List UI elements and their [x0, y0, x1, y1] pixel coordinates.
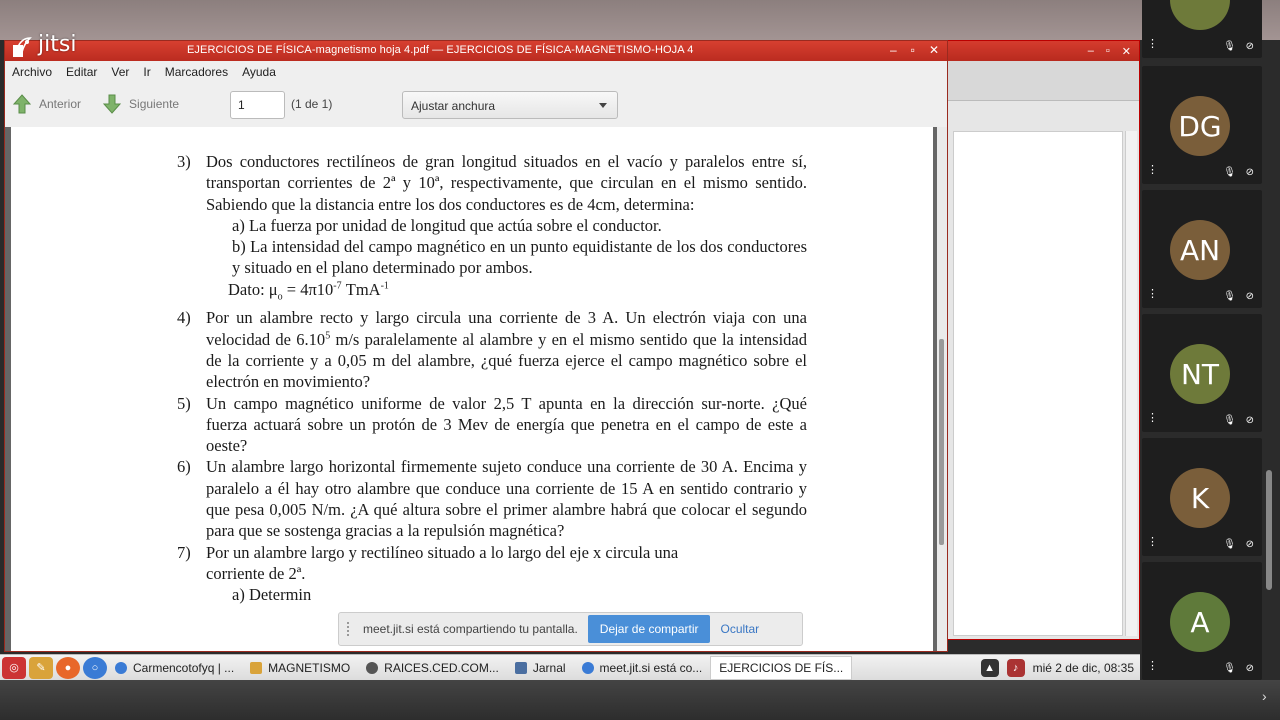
zoom-select[interactable] — [402, 91, 618, 119]
taskbar-item-label: Jarnal — [532, 660, 566, 675]
taskbar-item-label: meet.jit.si está co... — [599, 660, 703, 675]
window-title: EJERCICIOS DE FÍSICA-magnetismo hoja 4.pdf — EJERCICIOS DE FÍSICA-MAGNETISMO-HOJA 4 — [187, 44, 694, 56]
previous-page-label: Anterior — [39, 97, 82, 111]
jitsi-logo-text: jitsi — [38, 32, 77, 57]
exercise-text: Por un alambre recto y largo circula una corriente de 3 A. Un electrón viaja con una velocidad de 6.10 — [206, 308, 807, 349]
camera-off-icon: ⊘ — [1245, 663, 1254, 674]
dato-subscript: o — [277, 291, 283, 303]
participant-tile[interactable] — [1142, 190, 1262, 308]
chevron-right-icon[interactable]: › — [1262, 688, 1267, 704]
maximize-icon[interactable]: ▫ — [910, 43, 915, 57]
participant-tile[interactable] — [1142, 0, 1262, 58]
exercise-text: Un alambre largo horizontal firmemente sujeto conduce una corriente de 30 A. Encima y paralelo a él hay otro alambre que conduce una corriente de 15 A en sentido contrario y que pesa 0,005 N/m. ¿A qué altura sobre el primer alambre habrá que colocar el segundo para que se sostenga gracias a la repulsión magnética? — [206, 457, 807, 541]
jitsi-logo-icon — [12, 34, 34, 56]
mic-muted-icon: 🎙 — [1223, 415, 1236, 426]
exercise-number: 6) — [177, 457, 191, 477]
taskbar-item-label: MAGNETISMO — [268, 660, 351, 675]
camera-off-icon: ⊘ — [1245, 539, 1254, 550]
exercise-6 — [177, 456, 807, 541]
jitsi-logo — [12, 32, 76, 57]
mic-muted-icon: 🎙 — [1223, 663, 1236, 674]
background-window-page — [953, 131, 1123, 636]
scrollbar-thumb[interactable] — [939, 339, 944, 545]
notes-launcher-icon[interactable]: ✎ — [29, 657, 53, 679]
tray-icon[interactable]: ▲ — [981, 659, 999, 677]
exercise-number: 7) — [177, 542, 191, 562]
drag-handle-icon[interactable] — [347, 622, 353, 636]
app-launcher-icon[interactable]: ◎ — [2, 657, 26, 679]
avatar: A — [1170, 592, 1230, 652]
dato-unit-exponent: -1 — [380, 280, 389, 292]
minimize-icon[interactable]: ‒ — [889, 43, 897, 57]
close-icon[interactable]: ✕ — [928, 43, 939, 57]
menu-ir[interactable]: Ir — [143, 65, 151, 79]
taskbar-item-active[interactable] — [710, 656, 852, 680]
chevron-down-icon — [599, 103, 607, 108]
exercise-3 — [177, 151, 807, 215]
dato-exponent: -7 — [333, 280, 342, 292]
next-page-label: Siguiente — [129, 97, 180, 111]
exercise-4 — [177, 307, 807, 392]
close-icon[interactable]: ✕ — [1121, 45, 1131, 58]
more-options-icon[interactable]: ⋮ — [1147, 536, 1158, 548]
exercise-text-continued: m/s paralelamente al alambre y en el mismo sentido que la intensidad de la corriente y a 0,05 m del alambre, ¿qué fuerza ejerce el campo magnético sobre el electrón en movimiento? — [206, 329, 807, 392]
exercise-text: Dos conductores rectilíneos de gran longitud situados en el vacío y paralelos entre sí, transportan corrientes de 2ª y 10ª, respectivamente, que circulan en el mismo sentido. Sabiendo que la distancia entre los dos conductores es de 4cm, determina: — [206, 152, 807, 214]
taskbar-item[interactable] — [358, 656, 507, 680]
volume-icon[interactable]: ♪ — [1007, 659, 1025, 677]
exercise-7 — [177, 542, 737, 585]
hide-button[interactable]: Ocultar — [720, 622, 760, 636]
browser-icon — [115, 662, 127, 674]
arrow-up-icon — [13, 94, 31, 114]
more-options-icon[interactable]: ⋮ — [1147, 412, 1158, 424]
pdf-viewer-window — [4, 40, 948, 652]
participant-tile[interactable] — [1142, 562, 1262, 680]
window-titlebar[interactable] — [5, 41, 947, 61]
camera-off-icon: ⊘ — [1245, 291, 1254, 302]
camera-off-icon: ⊘ — [1245, 41, 1254, 52]
firefox-icon[interactable]: ● — [56, 657, 80, 679]
menu-editar[interactable]: Editar — [66, 65, 98, 79]
previous-page-button[interactable] — [13, 90, 81, 118]
avatar: K — [1170, 468, 1230, 528]
vertical-scrollbar[interactable] — [937, 127, 947, 651]
participant-tile[interactable] — [1142, 66, 1262, 184]
background-window[interactable] — [946, 40, 1140, 640]
jarnal-icon — [515, 662, 527, 674]
zoom-select-value: Ajustar anchura — [411, 99, 496, 113]
screen-share-notification — [338, 612, 803, 646]
taskbar-item[interactable] — [574, 656, 711, 680]
minimize-icon[interactable]: ‒ — [1087, 45, 1094, 57]
avatar: NT — [1170, 344, 1230, 404]
dato-value: = 4π10 — [282, 279, 334, 299]
system-tray — [981, 659, 1140, 677]
taskbar — [0, 654, 1140, 680]
exercise-3-part-a: a) La fuerza por unidad de longitud que actúa sobre el conductor. — [232, 215, 662, 235]
menu-marcadores[interactable]: Marcadores — [164, 65, 229, 79]
page-count: (1 de 1) — [291, 97, 333, 111]
background-window-titlebar — [947, 41, 1139, 61]
camera-off-icon: ⊘ — [1245, 167, 1254, 178]
next-page-button[interactable] — [103, 90, 179, 118]
menu-ver[interactable]: Ver — [111, 65, 130, 79]
exercise-number: 5) — [177, 393, 191, 413]
more-options-icon[interactable]: ⋮ — [1147, 38, 1158, 50]
exercise-3-dato — [177, 279, 807, 308]
avatar — [1170, 0, 1230, 30]
avatar: AN — [1170, 220, 1230, 280]
mic-muted-icon: 🎙 — [1223, 41, 1236, 52]
camera-off-icon: ⊘ — [1245, 415, 1254, 426]
document-view[interactable] — [5, 127, 947, 651]
mic-muted-icon: 🎙 — [1223, 167, 1236, 178]
stop-sharing-button[interactable]: Dejar de compartir — [588, 615, 711, 643]
taskbar-item[interactable] — [242, 656, 358, 680]
mic-muted-icon: 🎙 — [1223, 539, 1236, 550]
taskbar-item[interactable] — [107, 656, 242, 680]
participant-tile[interactable] — [1142, 314, 1262, 432]
dato-prefix: Dato: μ — [228, 279, 278, 299]
exercise-3-part-b: b) La intensidad del campo magnético en un punto equidistante de los dos conductores y situado en el plano determinado por ambos. — [232, 237, 807, 278]
document-text — [177, 151, 807, 606]
exercise-exponent: 5 — [325, 330, 331, 342]
taskbar-item-label: EJERCICIOS DE FÍS... — [719, 660, 844, 675]
background-window-scrollbar[interactable] — [1125, 131, 1137, 636]
participant-tile[interactable] — [1142, 438, 1262, 556]
exercise-text: Por un alambre largo y rectilíneo situado a lo largo del eje x circula una corriente de 2ª. — [206, 542, 679, 583]
chrome-icon[interactable]: ○ — [83, 657, 107, 679]
pdf-page — [11, 127, 933, 651]
taskbar-item[interactable] — [507, 656, 574, 680]
exercise-7-part-a: a) Determin — [232, 585, 312, 605]
clock[interactable]: mié 2 de dic, 08:35 — [1032, 660, 1134, 675]
avatar: DG — [1170, 96, 1230, 156]
toolbar — [5, 83, 947, 125]
taskbar-item-label: RAICES.CED.COM... — [384, 660, 499, 675]
menu-archivo[interactable]: Archivo — [12, 65, 53, 79]
more-options-icon[interactable]: ⋮ — [1147, 288, 1158, 300]
exercise-5 — [177, 393, 807, 457]
mic-muted-icon: 🎙 — [1223, 291, 1236, 302]
share-message: meet.jit.si está compartiendo tu pantalla. — [363, 622, 578, 636]
taskbar-item-label: Carmencotofyq | ... — [133, 660, 235, 675]
folder-icon — [250, 662, 262, 674]
desktop-background-bottom — [0, 680, 1280, 720]
desktop-background-top — [0, 0, 1280, 40]
more-options-icon[interactable]: ⋮ — [1147, 164, 1158, 176]
filmstrip-scrollbar[interactable] — [1266, 470, 1272, 590]
arrow-down-icon — [103, 94, 121, 114]
menu-bar — [5, 61, 947, 83]
page-number-input[interactable]: 1 — [230, 91, 285, 119]
exercise-text: Un campo magnético uniforme de valor 2,5 T apunta en la dirección sur-norte. ¿Qué fuerza actuará sobre un protón de 3 Mev de energía que penetra en el campo de este a oeste? — [206, 393, 807, 456]
browser-icon — [366, 662, 378, 674]
dato-unit: TmA — [341, 279, 381, 299]
more-options-icon[interactable]: ⋮ — [1147, 660, 1158, 672]
exercise-number: 4) — [177, 308, 191, 328]
launcher-group — [0, 657, 107, 679]
exercise-number: 3) — [177, 152, 191, 171]
maximize-icon[interactable]: ▫ — [1105, 45, 1110, 57]
menu-ayuda[interactable]: Ayuda — [242, 65, 276, 79]
browser-icon — [582, 662, 594, 674]
background-window-toolbar — [947, 61, 1139, 101]
